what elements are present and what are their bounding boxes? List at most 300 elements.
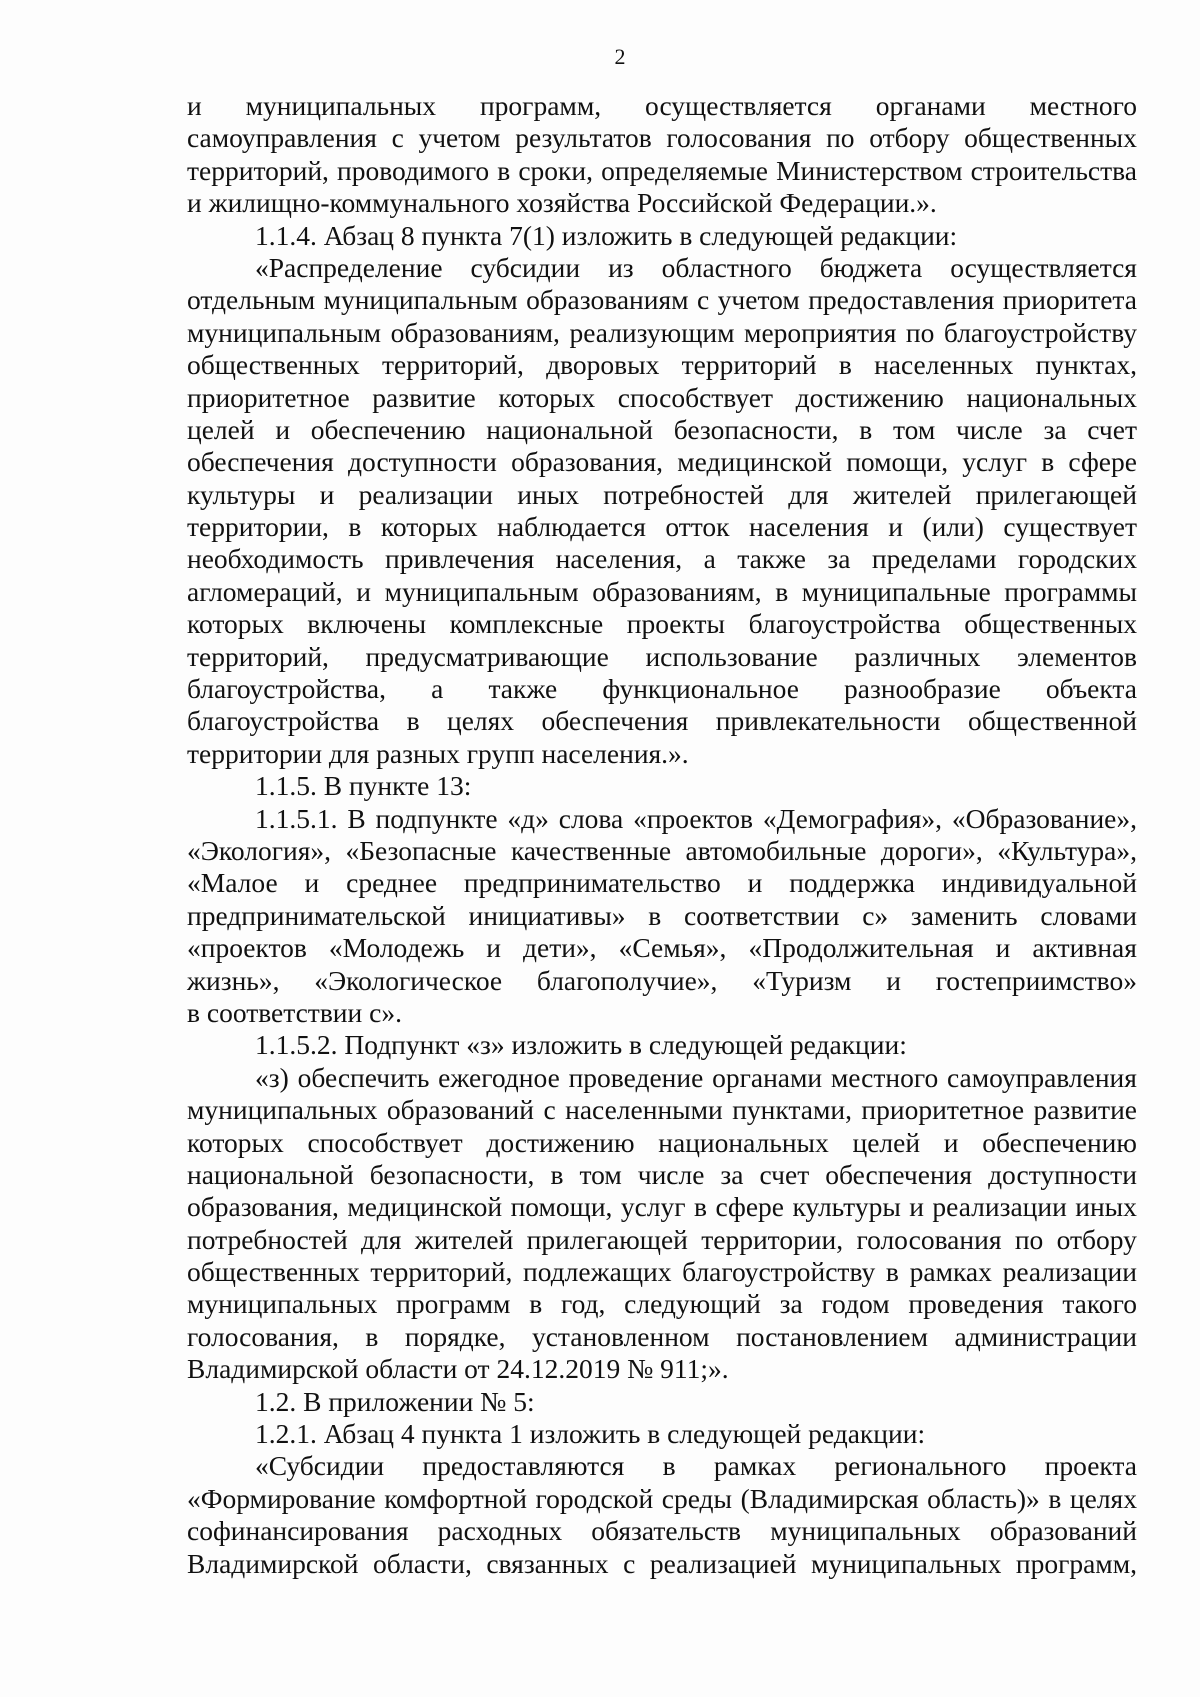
word: развитие: [372, 381, 476, 413]
word: голосования: [666, 122, 812, 154]
word: образованиям,: [390, 316, 560, 348]
word: развитие: [1033, 1094, 1137, 1126]
word: национальной: [187, 1158, 354, 1190]
word: предпринимательской: [187, 899, 446, 931]
word: достижению: [486, 1126, 635, 1158]
text-line: [187, 932, 1137, 964]
word: иных: [1075, 1191, 1137, 1223]
word: за: [827, 543, 851, 575]
word: реализующим: [569, 316, 735, 348]
word: иных: [517, 478, 579, 510]
word: в: [694, 1191, 708, 1223]
word: среды: [661, 1482, 733, 1514]
word: расходных: [437, 1515, 563, 1547]
text-line: территории для разных групп населения.».: [187, 737, 689, 769]
word: самоуправления: [187, 122, 377, 154]
word: (или): [922, 511, 984, 543]
word: комплексные: [449, 608, 604, 640]
text-line: [187, 382, 1137, 414]
word: Министерством: [776, 154, 963, 186]
word: разнообразие: [844, 673, 1001, 705]
word: муниципальных: [187, 1094, 378, 1126]
word: благоустройству: [943, 316, 1137, 348]
text-line: Владимирской области от 24.12.2019 № 911;».: [187, 1353, 729, 1385]
word: существует: [1003, 511, 1137, 543]
word: агломераций,: [187, 575, 343, 607]
word: благоустройства: [187, 705, 380, 737]
word: местного: [830, 1061, 939, 1093]
word: и: [909, 1191, 924, 1223]
word: соответствии: [684, 899, 840, 931]
text-line: 1.1.5.2. Подпункт «з» изложить в следующей редакции:: [255, 1029, 907, 1061]
text-line: [187, 705, 1137, 737]
word: слова: [558, 802, 624, 834]
word: для: [788, 478, 829, 510]
text-line: [187, 155, 1137, 187]
text-line: [187, 867, 1137, 899]
word: муниципальным: [384, 575, 579, 607]
word: по: [1014, 1223, 1044, 1255]
word: за: [720, 1158, 744, 1190]
word: целях: [1069, 1482, 1137, 1514]
word: общественной: [967, 705, 1137, 737]
word: обязательств: [591, 1515, 742, 1547]
word: в: [1048, 1482, 1062, 1514]
word: а: [703, 543, 716, 575]
word: программ: [396, 1288, 511, 1320]
text-line: [187, 641, 1137, 673]
word: общественных: [964, 608, 1137, 640]
word: также: [488, 673, 558, 705]
word: предоставляются: [422, 1450, 625, 1482]
word: с: [623, 1547, 636, 1579]
word: медицинской: [347, 1191, 503, 1223]
word: в: [406, 705, 420, 737]
word: «Демография»,: [762, 802, 943, 834]
word: постановлением: [736, 1320, 929, 1352]
word: учетом: [717, 284, 800, 316]
text-line: [187, 90, 1137, 122]
word: индивидуальной: [941, 867, 1137, 899]
word: муниципальным: [323, 284, 518, 316]
text-line: [187, 1321, 1137, 1353]
word: территорий: [681, 349, 817, 381]
word: а: [431, 673, 444, 705]
word: среднее: [346, 867, 438, 899]
word: следующий: [624, 1288, 761, 1320]
word: муниципальным: [187, 316, 382, 348]
word: способствует: [617, 381, 773, 413]
word: проведение: [568, 1061, 704, 1093]
word: целях: [447, 705, 515, 737]
word: в: [550, 1158, 564, 1190]
text-line: [187, 1094, 1137, 1126]
text-line: [187, 317, 1137, 349]
word: администрации: [954, 1320, 1137, 1352]
word: благоустройства,: [187, 673, 386, 705]
word: обеспечить: [297, 1061, 430, 1093]
word: прилегающей: [975, 478, 1137, 510]
word: образованиям,: [592, 575, 762, 607]
text-line: в соответствии с».: [187, 996, 402, 1028]
word: реализации: [932, 1191, 1067, 1223]
word: предпринимательство: [463, 867, 721, 899]
word: и: [187, 90, 202, 121]
word: подлежащих: [523, 1256, 672, 1288]
word: также: [737, 543, 806, 575]
word: проведения: [908, 1288, 1044, 1320]
text-line: [187, 673, 1137, 705]
word: привлечения: [385, 543, 535, 575]
word: с»: [862, 899, 889, 931]
word: жителей: [414, 1223, 514, 1255]
word: дети»,: [523, 932, 597, 964]
word: обеспечению: [310, 413, 466, 445]
word: поддержка: [789, 867, 915, 899]
word: осуществляется: [950, 251, 1137, 283]
word: регионального: [834, 1450, 1007, 1482]
word: пунктами,: [732, 1094, 852, 1126]
word: образований: [386, 1094, 534, 1126]
word: национальной: [486, 413, 653, 445]
text-line: [187, 414, 1137, 446]
word: заменить: [910, 899, 1018, 931]
word: обеспечения: [541, 705, 689, 737]
word: том: [579, 1158, 622, 1190]
word: программ,: [1015, 1547, 1137, 1579]
word: проводимого: [336, 154, 490, 186]
text-line: [187, 511, 1137, 543]
text-line: [187, 1256, 1137, 1288]
word: муниципальных: [810, 1547, 1002, 1579]
word: местного: [1029, 90, 1137, 121]
word: жителей: [852, 478, 952, 510]
word: за: [1043, 413, 1067, 445]
word: обеспечения: [187, 446, 334, 478]
word: программы: [1004, 575, 1137, 607]
word: годом: [821, 1288, 890, 1320]
word: гостеприимство»: [935, 964, 1137, 996]
text-line: [187, 1288, 1137, 1320]
word: проекты: [626, 608, 726, 640]
word: отток: [665, 511, 730, 543]
word: органами: [712, 1061, 823, 1093]
word: пунктах,: [1035, 349, 1137, 381]
word: «д»: [507, 802, 549, 834]
word: реализации: [1002, 1256, 1137, 1288]
word: населенными: [565, 1094, 723, 1126]
word: культуры: [187, 478, 296, 510]
word: по: [905, 316, 935, 348]
word: инициативы»: [468, 899, 626, 931]
word: такого: [1062, 1288, 1137, 1320]
word: национальных: [966, 381, 1137, 413]
word: общественных: [187, 349, 360, 381]
text-line: [187, 284, 1137, 316]
word: элементов: [1017, 640, 1137, 672]
word: с: [391, 122, 404, 154]
word: В: [347, 802, 366, 834]
text-line: и жилищно-коммунального хозяйства Российской Федерации.».: [187, 187, 937, 219]
word: отдельным: [187, 284, 316, 316]
word: «Образование»,: [951, 802, 1137, 834]
word: медицинской: [677, 446, 832, 478]
word: словами: [1040, 899, 1137, 931]
word: «Продолжительная: [748, 932, 974, 964]
word: помощи,: [846, 446, 949, 478]
word: за: [779, 1288, 803, 1320]
word: в: [365, 1320, 379, 1352]
word: благополучие»,: [536, 964, 718, 996]
word: область)»: [927, 1482, 1040, 1514]
text-line: [187, 1483, 1137, 1515]
text-line: [187, 122, 1137, 154]
text-line: [187, 1062, 1137, 1094]
word: определяемые: [601, 154, 768, 186]
word: приоритетное: [187, 381, 350, 413]
word: городских: [1017, 543, 1137, 575]
text-line: [187, 1548, 1137, 1580]
word: привлекательности: [715, 705, 941, 737]
word: благоустройству: [682, 1256, 876, 1288]
word: «Туризм: [752, 964, 852, 996]
word: проекта: [1044, 1450, 1137, 1482]
word: предусматривающие: [365, 640, 609, 672]
word: «Культура»,: [997, 834, 1137, 866]
word: субсидии: [470, 251, 581, 283]
text-line: [187, 1515, 1137, 1547]
word: образования,: [511, 446, 664, 478]
word: использование: [645, 640, 818, 672]
word: муниципальных: [245, 90, 437, 121]
word: которых: [380, 511, 478, 543]
word: реализацией: [649, 1547, 797, 1579]
word: в: [885, 1256, 899, 1288]
text-line: [187, 803, 1137, 835]
word: услуг: [962, 446, 1027, 478]
page-number: 2: [614, 44, 626, 69]
word: которых: [187, 1126, 284, 1158]
word: сфере: [715, 1191, 784, 1223]
word: и: [995, 932, 1011, 964]
word: и: [886, 964, 901, 996]
word: и: [486, 932, 501, 964]
word: дороги»,: [880, 834, 983, 866]
text-line: [187, 1191, 1137, 1223]
word: жизнь»,: [187, 964, 280, 996]
word: и: [943, 1126, 959, 1158]
word: в: [529, 1288, 543, 1320]
word: с: [696, 284, 710, 316]
word: «Семья»,: [618, 932, 727, 964]
word: рамках: [713, 1450, 797, 1482]
word: по: [826, 122, 855, 154]
word: и: [356, 575, 371, 607]
word: в: [348, 511, 362, 543]
word: образований: [989, 1515, 1137, 1547]
word: автомобильные: [685, 834, 867, 866]
word: объекта: [1045, 673, 1137, 705]
word: включены: [307, 608, 427, 640]
word: качественные: [510, 834, 672, 866]
word: в: [775, 575, 789, 607]
word: самоуправления: [947, 1061, 1137, 1093]
word: культуры: [792, 1191, 901, 1223]
word: том: [892, 413, 936, 445]
text-line: [187, 1127, 1137, 1159]
word: «проектов: [633, 802, 753, 834]
word: в: [859, 413, 873, 445]
word: различных: [854, 640, 981, 672]
word: счет: [1087, 413, 1137, 445]
word: установленном: [531, 1320, 710, 1352]
word: наблюдается: [497, 511, 646, 543]
word: и: [888, 511, 903, 543]
text-line: [187, 608, 1137, 640]
word: в: [648, 899, 662, 931]
word: активная: [1032, 932, 1137, 964]
word: территорий,: [187, 640, 329, 672]
word: год,: [560, 1288, 606, 1320]
word: приоритетное: [861, 1094, 1025, 1126]
word: софинансирования: [187, 1515, 409, 1547]
word: прилегающей: [526, 1223, 688, 1255]
text-line: [187, 965, 1137, 997]
word: из: [608, 251, 634, 283]
word: отбору: [869, 122, 950, 154]
word: городской: [535, 1482, 654, 1514]
word: достижению: [795, 381, 944, 413]
word: для: [361, 1223, 402, 1255]
word: доступности: [988, 1158, 1137, 1190]
word: учетом: [418, 122, 501, 154]
text-line: [187, 446, 1137, 478]
word: реализации: [358, 478, 494, 510]
text-line: 1.1.5. В пункте 13:: [255, 770, 472, 802]
text-line: 1.1.4. Абзац 8 пункта 7(1) изложить в следующей редакции:: [255, 219, 958, 251]
word: ежегодное: [438, 1061, 560, 1093]
word: способствует: [307, 1126, 463, 1158]
word: которых: [187, 608, 284, 640]
word: голосования: [856, 1223, 1002, 1255]
text-line: [187, 543, 1137, 575]
document-body: [187, 90, 1137, 1580]
word: муниципальных: [187, 1288, 378, 1320]
word: общественных: [964, 122, 1137, 154]
word: «Экологическое: [314, 964, 503, 996]
word: рамках: [909, 1256, 992, 1288]
text-line: [187, 1450, 1137, 1482]
word: в: [662, 1450, 676, 1482]
word: приоритета: [1002, 284, 1137, 316]
word: предоставления: [808, 284, 995, 316]
word: национальных: [658, 1126, 829, 1158]
text-line: [187, 576, 1137, 608]
word: образования,: [187, 1191, 339, 1223]
word: отбору: [1056, 1223, 1137, 1255]
word: мероприятия: [744, 316, 897, 348]
word: и: [275, 413, 291, 445]
word: муниципальных: [770, 1515, 961, 1547]
word: доступности: [348, 446, 497, 478]
word: населенных: [874, 349, 1014, 381]
word: «Малое: [187, 867, 278, 899]
word: которых: [498, 381, 596, 413]
word: счет: [759, 1158, 810, 1190]
text-line: 1.2. В приложении № 5:: [255, 1385, 535, 1417]
word: общественных: [187, 1256, 360, 1288]
word: программ,: [479, 90, 602, 121]
word: связанных: [486, 1547, 609, 1579]
word: сроки,: [518, 154, 593, 186]
word: бюджета: [819, 251, 923, 283]
word: и: [747, 867, 763, 899]
word: «проектов: [187, 932, 307, 964]
word: территории,: [187, 511, 329, 543]
word: числе: [637, 1158, 705, 1190]
word: потребностей: [603, 478, 764, 510]
word: комфортной: [384, 1482, 527, 1514]
word: порядке,: [404, 1320, 506, 1352]
word: подпункте: [375, 802, 498, 834]
text-line: [187, 479, 1137, 511]
word: «Молодежь: [328, 932, 465, 964]
word: и: [319, 478, 335, 510]
word: услуг: [620, 1191, 686, 1223]
word: территорий,: [187, 154, 329, 186]
word: потребностей: [187, 1223, 348, 1255]
text-line: [187, 900, 1137, 932]
word: муниципальные: [801, 575, 991, 607]
word: (Владимирская: [740, 1482, 919, 1514]
word: населения,: [555, 543, 683, 575]
text-line: [187, 349, 1137, 381]
word: «Распределение: [255, 251, 443, 283]
word: Владимирской: [187, 1547, 359, 1579]
word: населения: [749, 511, 869, 543]
word: территории,: [701, 1223, 844, 1255]
word: обеспечению: [982, 1126, 1137, 1158]
word: благоустройства: [748, 608, 941, 640]
word: безопасности,: [673, 413, 839, 445]
word: органами: [875, 90, 986, 121]
word: сфере: [1068, 446, 1137, 478]
word: «Экология»,: [187, 834, 331, 866]
word: функциональное: [602, 673, 799, 705]
word: помощи,: [510, 1191, 613, 1223]
word: и: [304, 867, 320, 899]
word: строительства: [970, 154, 1137, 186]
word: с: [543, 1094, 556, 1126]
word: территорий,: [381, 349, 524, 381]
word: «Субсидии: [255, 1450, 385, 1482]
text-line: [187, 835, 1137, 867]
word: числе: [956, 413, 1023, 445]
word: голосования,: [187, 1320, 339, 1352]
text-line: [187, 1224, 1137, 1256]
word: в: [1041, 446, 1055, 478]
word: целей: [187, 413, 255, 445]
word: безопасности,: [369, 1158, 535, 1190]
word: необходимость: [187, 543, 364, 575]
text-line: 1.2.1. Абзац 4 пункта 1 изложить в следующей редакции:: [255, 1418, 926, 1450]
word: «з): [255, 1061, 289, 1093]
text-line: [187, 252, 1137, 284]
word: образованиям: [526, 284, 689, 316]
word: области,: [373, 1547, 472, 1579]
word: «Безопасные: [345, 834, 497, 866]
word: 1.1.5.1.: [255, 802, 338, 834]
